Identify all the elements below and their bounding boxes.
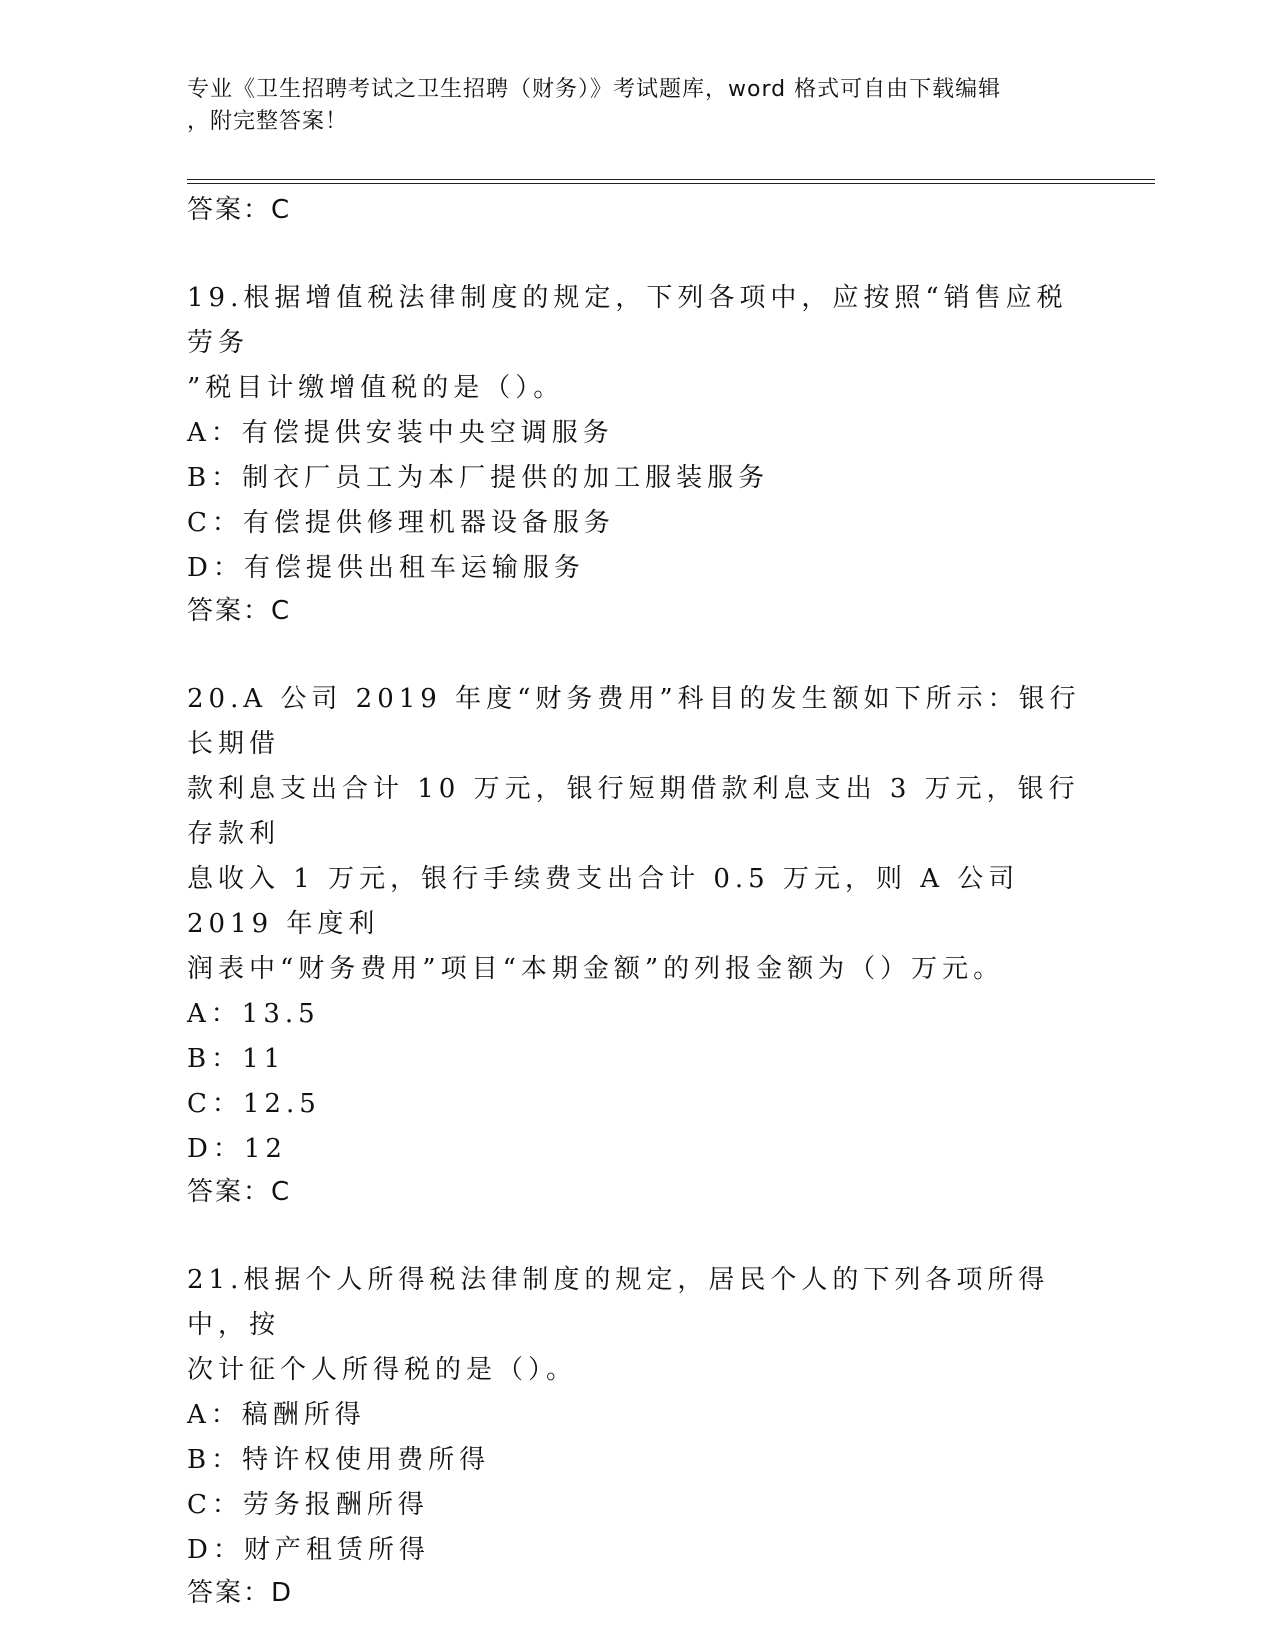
header-line-2: ，附完整答案！: [187, 109, 349, 134]
option-c: C：12.5: [187, 1089, 321, 1119]
question-stem-line: 19.根据增值税法律制度的规定，下列各项中，应按照“销售应税劳务: [187, 283, 1068, 358]
option-c: C：劳务报酬所得: [187, 1490, 429, 1520]
question-stem-line: ”税目计缴增值税的是（）。: [187, 373, 565, 403]
option-c: C：有偿提供修理机器设备服务: [187, 508, 615, 538]
spacer: [187, 230, 1087, 276]
option-d: D：财产租赁所得: [187, 1535, 430, 1565]
option-d: D：有偿提供出租车运输服务: [187, 553, 585, 583]
question-stem-line: 21.根据个人所得税法律制度的规定，居民个人的下列各项所得中，按: [187, 1265, 1050, 1340]
spacer: [187, 1212, 1087, 1258]
document-header: [187, 74, 1067, 138]
header-rule-bottom: [187, 183, 1155, 184]
option-b: B：特许权使用费所得: [187, 1445, 491, 1475]
option-a: A：有偿提供安装中央空调服务: [187, 418, 614, 448]
question-list: [187, 190, 1087, 1613]
question-stem-line: 次计征个人所得税的是（）。: [187, 1355, 578, 1385]
header-rule-top: [187, 179, 1155, 180]
option-a: A：13.5: [187, 999, 320, 1029]
question-21: [187, 1258, 1087, 1613]
answer: 答案：C: [187, 596, 292, 626]
option-b: B：11: [187, 1044, 286, 1074]
answer: 答案：C: [187, 1177, 292, 1207]
header-line-1: 专业《卫生招聘考试之卫生招聘（财务）》考试题库，word 格式可自由下载编辑: [187, 77, 1002, 102]
option-b: B：制衣厂员工为本厂提供的加工服装服务: [187, 463, 770, 493]
answer: 答案：D: [187, 1578, 294, 1608]
question-20: [187, 677, 1087, 1212]
question-stem-line: 款利息支出合计 10 万元，银行短期借款利息支出 3 万元，银行存款利: [187, 774, 1080, 849]
option-d: D：12: [187, 1134, 287, 1164]
question-stem-line: 润表中“财务费用”项目“本期金额”的列报金额为（）万元。: [187, 954, 1005, 984]
question-stem-line: 息收入 1 万元，银行手续费支出合计 0.5 万元，则 A 公司 2019 年度利: [187, 864, 1020, 939]
option-a: A：稿酬所得: [187, 1400, 366, 1430]
question-stem-line: 20.A 公司 2019 年度“财务费用”科目的发生额如下所示：银行长期借: [187, 684, 1081, 759]
question-19: [187, 276, 1087, 631]
answer-previous: 答案：C: [187, 195, 292, 225]
spacer: [187, 631, 1087, 677]
